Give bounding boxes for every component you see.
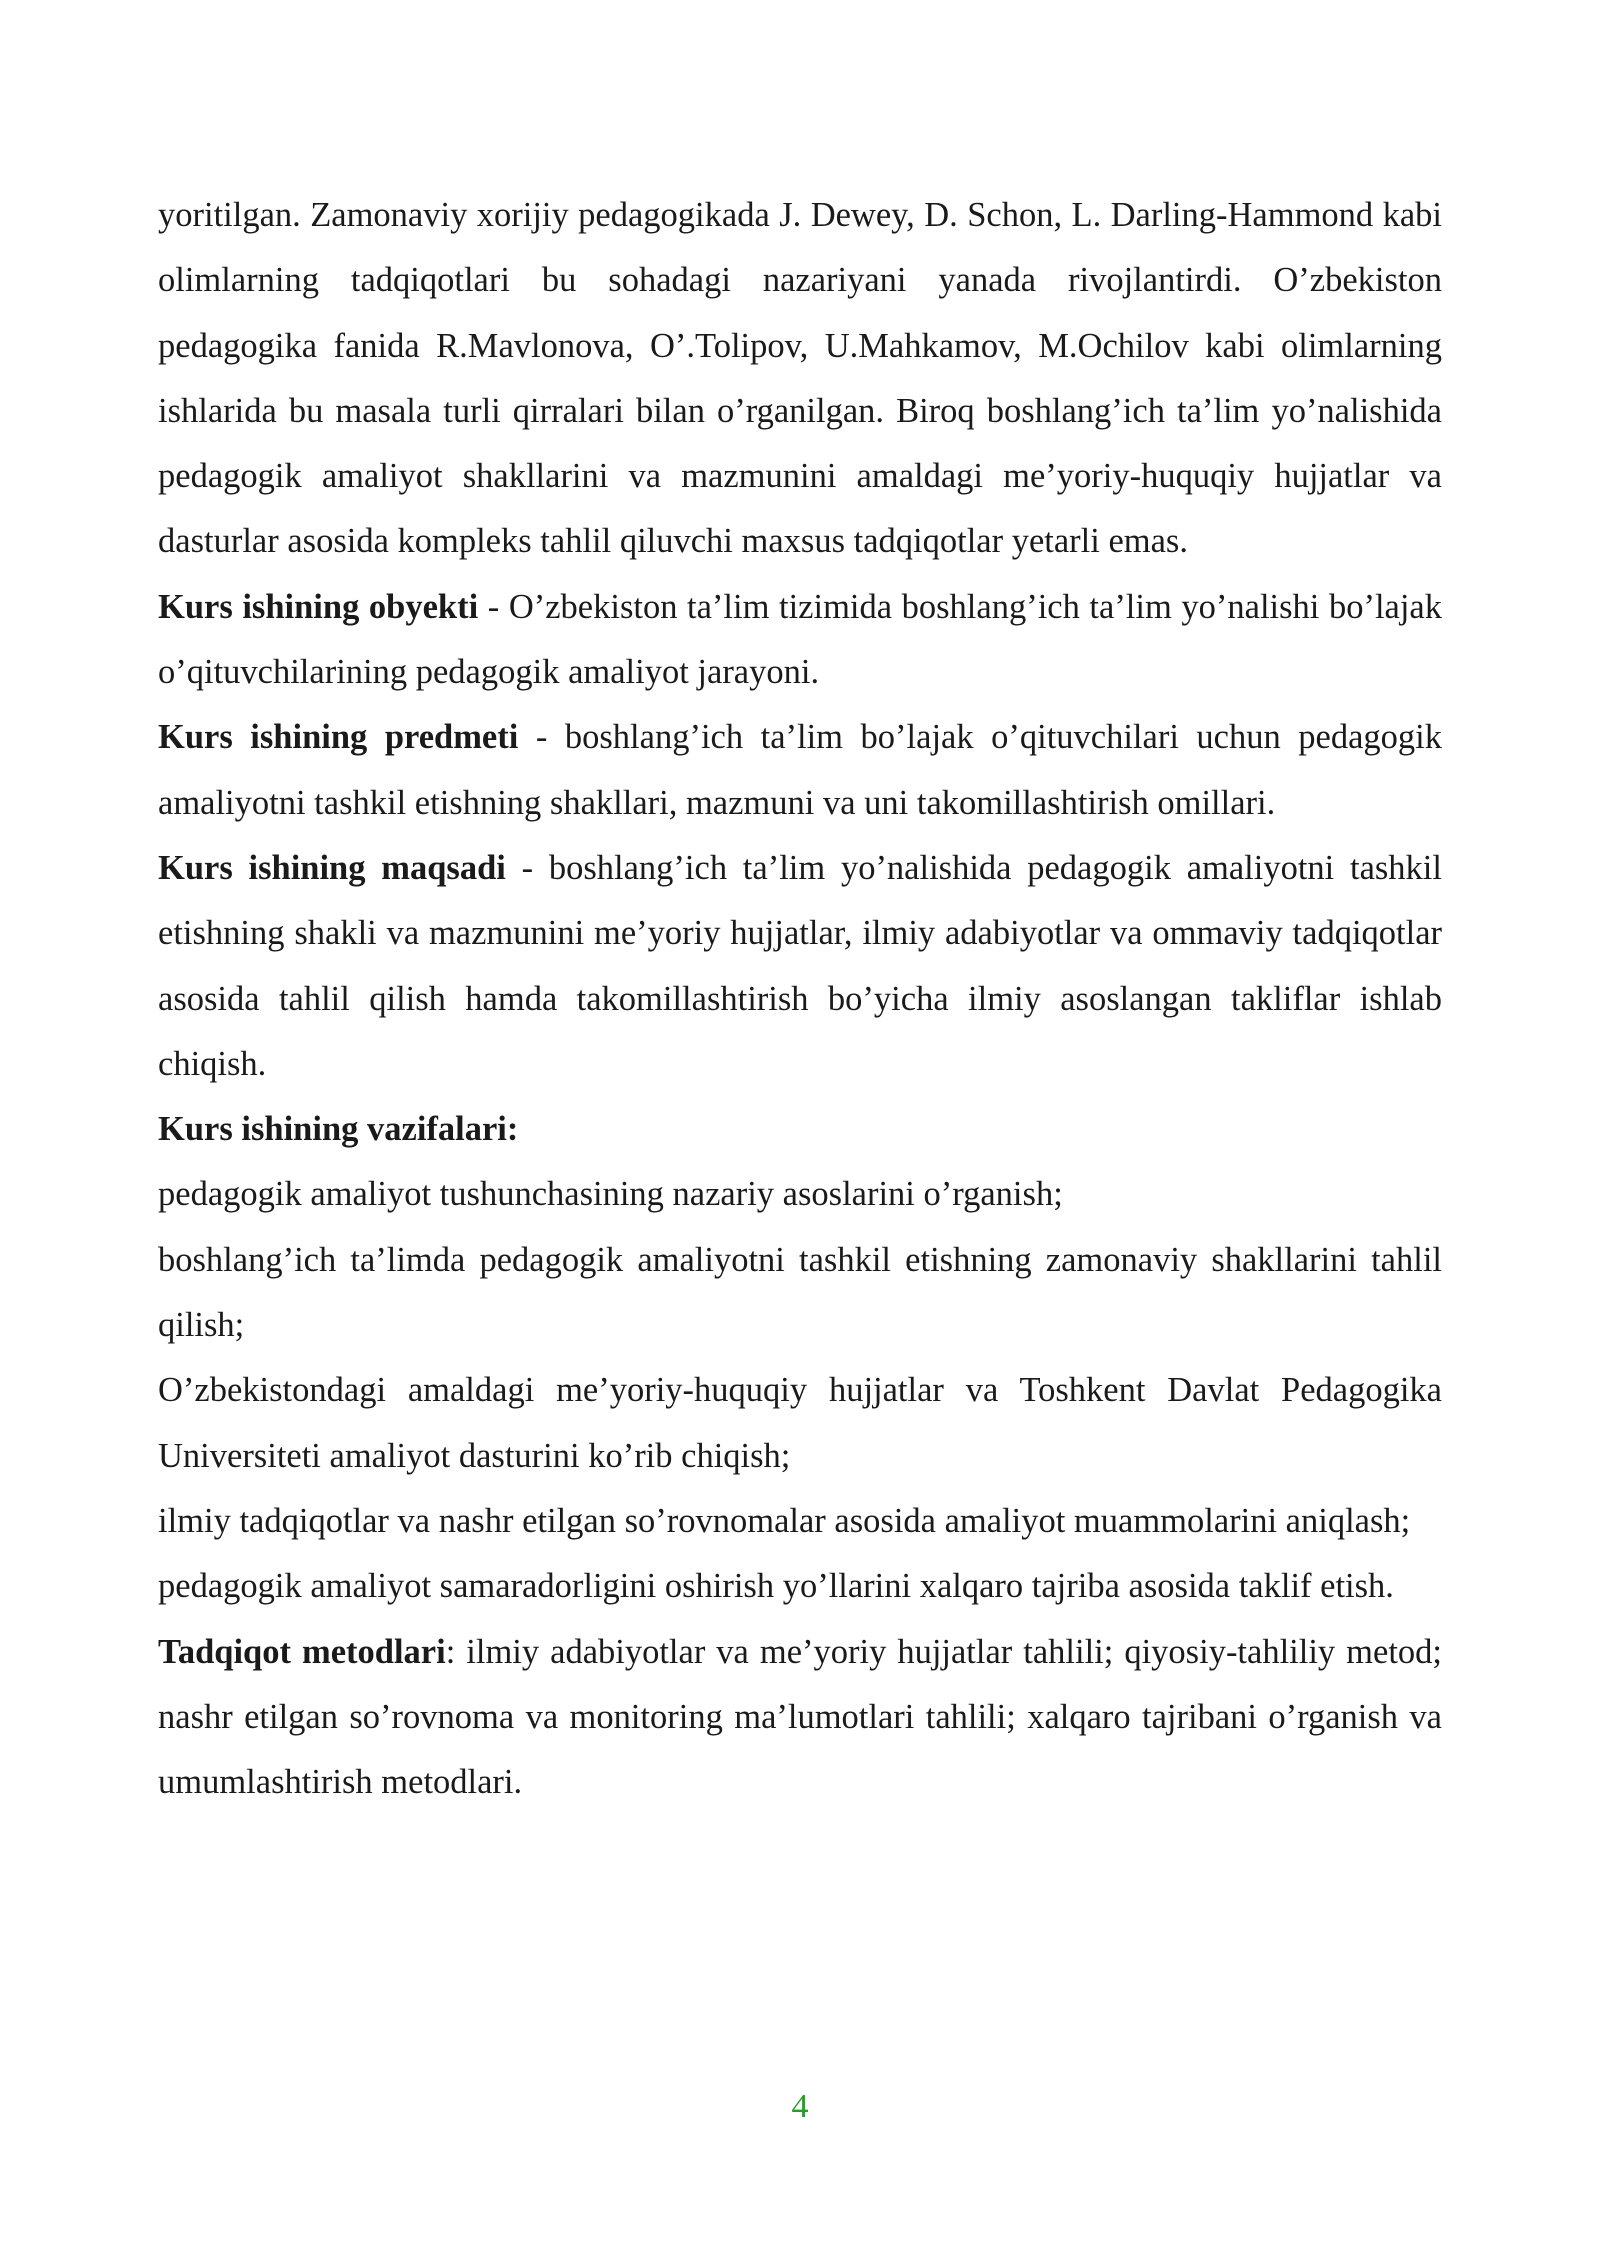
- object-label: Kurs ishining obyekti: [158, 587, 479, 626]
- task-item: O’zbekistondagi amaldagi me’yoriy-huquqiy hujjatlar va Toshkent Davlat Pedagogika Universiteti amaliyot dasturini ko’rib chiqish;: [158, 1371, 1442, 1475]
- intro-paragraph: yoritilgan. Zamonaviy xorijiy pedagogikada J. Dewey, D. Schon, L. Darling-Hammond kabi olimlarning tadqiqotlari bu sohadagi nazariyani yanada rivojlantirdi. O’zbekiston pedagogika fanida R.Mavlonova, O’.Tolipov, U.Mahkamov, M.Ochilov kabi olimlarning ishlarida bu masala turli qirralari bilan o’rganilgan. Biroq boshlang’ich ta’lim yo’nalishida pedagogik amaliyot shakllarini va mazmunini amaldagi me’yoriy-huquqiy hujjatlar va dasturlar asosida kompleks tahlil qiluvchi maxsus tadqiqotlar yetarli emas.: [158, 196, 1442, 561]
- methods-text: : ilmiy adabiyotlar va me’yoriy hujjatlar tahlili; qiyosiy-tahliliy metod; nashr etilgan so’rovnoma va monitoring ma’lumotlari tahlili; xalqaro tajribani o’rganish va umumlashtirish metodlari.: [158, 1632, 1442, 1802]
- subject-label: Kurs ishining predmeti: [158, 718, 519, 757]
- methods-label: Tadqiqot metodlari: [158, 1632, 446, 1671]
- goal-text: - boshlang’ich ta’lim yo’nalishida pedagogik amaliyotni tashkil etishning shakli va mazmunini me’yoriy hujjatlar, ilmiy adabiyotlar va ommaviy tadqiqotlar asosida tahlil qilish hamda takomillashtirish bo’yicha ilmiy asoslangan takliflar ishlab chiqish.: [158, 848, 1442, 1083]
- task-item: pedagogik amaliyot tushunchasining nazariy asoslarini o’rganish;: [158, 1175, 1063, 1214]
- tasks-heading: [158, 1097, 1442, 1162]
- task-item: pedagogik amaliyot samaradorligini oshirish yo’llarini xalqaro tajriba asosida taklif etish.: [158, 1567, 1394, 1606]
- object-paragraph: [158, 575, 1442, 706]
- subject-text: - boshlang’ich ta’lim bo’lajak o’qituvchilari uchun pedagogik amaliyotni tashkil etishning shakllari, mazmuni va uni takomillashtirish omillari.: [158, 718, 1442, 822]
- tasks-heading-label: Kurs ishining vazifalari:: [158, 1110, 519, 1149]
- goal-paragraph: [158, 836, 1442, 1097]
- object-text: - O’zbekiston ta’lim tizimida boshlang’ich ta’lim yo’nalishi bo’lajak o’qituvchilarining pedagogik amaliyot jarayoni.: [158, 587, 1442, 692]
- subject-paragraph: [158, 705, 1442, 836]
- body-text: [158, 183, 1442, 1815]
- page-number: 4: [791, 2088, 809, 2125]
- task-item: ilmiy tadqiqotlar va nashr etilgan so’rovnomalar asosida amaliyot muammolarini aniqlash;: [158, 1501, 1411, 1540]
- methods-paragraph: [158, 1620, 1442, 1816]
- task-item: boshlang’ich ta’limda pedagogik amaliyotni tashkil etishning zamonaviy shakllarini tahlil qilish;: [158, 1240, 1442, 1345]
- goal-label: Kurs ishining maqsadi: [158, 848, 506, 887]
